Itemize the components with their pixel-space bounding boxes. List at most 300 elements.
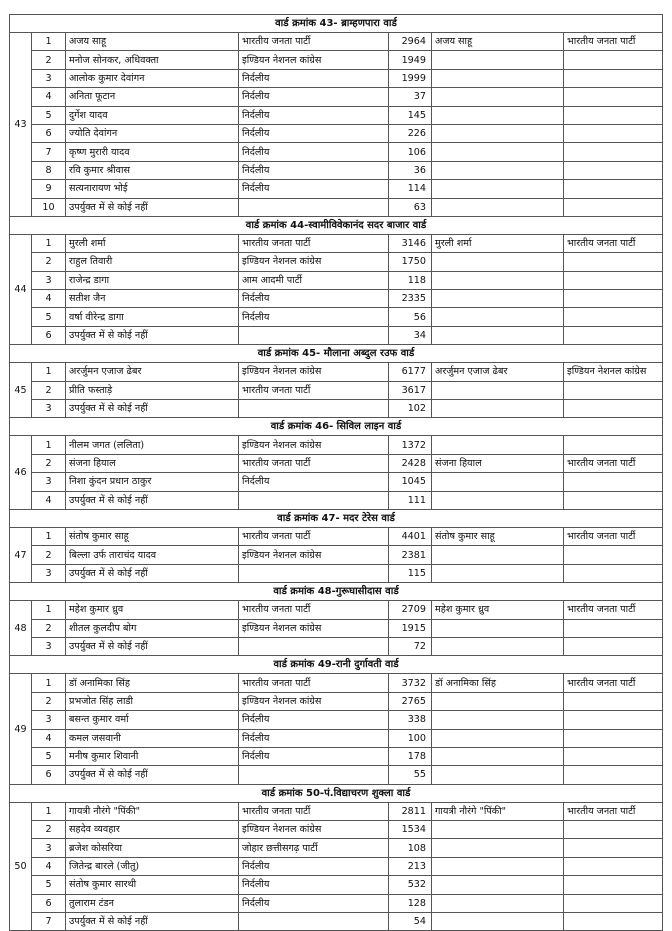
winner-party (564, 436, 663, 454)
candidate-party: इण्डियन नेशनल कांग्रेस (239, 546, 389, 564)
candidate-row (10, 766, 663, 784)
winner-name (432, 308, 564, 326)
winner-name: संतोष कुमार साहू (432, 527, 564, 545)
ward-header-row (10, 784, 663, 802)
candidate-name: कृष्ण मुरारी यादव (66, 143, 239, 161)
winner-name (432, 51, 564, 69)
vote-count: 106 (389, 143, 432, 161)
serial-number: 3 (32, 839, 66, 857)
winner-name (432, 198, 564, 216)
candidate-party: निर्दलीय (239, 473, 389, 491)
candidate-party: निर्दलीय (239, 308, 389, 326)
winner-party (564, 400, 663, 418)
candidate-name: रवि कुमार श्रीवास (66, 161, 239, 179)
winner-name: महेश कुमार ध्रुव (432, 601, 564, 619)
ward-header-row (10, 418, 663, 436)
candidate-row (10, 400, 663, 418)
winner-party (564, 198, 663, 216)
ward-number: 49 (10, 674, 32, 784)
candidate-party: इण्डियन नेशनल कांग्रेस (239, 363, 389, 381)
vote-count: 145 (389, 106, 432, 124)
ward-header-row (10, 345, 663, 363)
serial-number: 5 (32, 876, 66, 894)
winner-name (432, 564, 564, 582)
candidate-name: गायत्री नौरंगे "पिंकी" (66, 802, 239, 820)
candidate-name: जितेन्द्र बारले (जीतु) (66, 857, 239, 875)
winner-party (564, 88, 663, 106)
candidate-row (10, 839, 663, 857)
serial-number: 5 (32, 308, 66, 326)
candidate-row (10, 527, 663, 545)
winner-name: गायत्री नौरंगे "पिंकी" (432, 802, 564, 820)
vote-count: 34 (389, 326, 432, 344)
candidate-party: इण्डियन नेशनल कांग्रेस (239, 253, 389, 271)
winner-name (432, 88, 564, 106)
winner-name (432, 124, 564, 142)
vote-count: 2765 (389, 692, 432, 710)
vote-count: 213 (389, 857, 432, 875)
winner-party: इण्डियन नेशनल कांग्रेस (564, 363, 663, 381)
ward-header-row (10, 509, 663, 527)
candidate-party (239, 913, 389, 931)
candidate-row (10, 326, 663, 344)
winner-party (564, 69, 663, 87)
vote-count: 3146 (389, 234, 432, 252)
candidate-party (239, 564, 389, 582)
winner-party (564, 106, 663, 124)
candidate-row (10, 546, 663, 564)
candidate-name: तुलाराम टंडन (66, 894, 239, 912)
winner-name: मुरली शर्मा (432, 234, 564, 252)
winner-party (564, 766, 663, 784)
candidate-party: भारतीय जनता पार्टी (239, 454, 389, 472)
candidate-row (10, 473, 663, 491)
vote-count: 2964 (389, 33, 432, 51)
winner-party (564, 637, 663, 655)
ward-title: वार्ड क्रमांक 46- सिविल लाइन वार्ड (10, 418, 663, 436)
serial-number: 7 (32, 913, 66, 931)
vote-count: 2335 (389, 290, 432, 308)
ward-number: 45 (10, 363, 32, 418)
candidate-row (10, 711, 663, 729)
candidate-row (10, 88, 663, 106)
ward-number: 46 (10, 436, 32, 510)
winner-party (564, 308, 663, 326)
winner-party (564, 839, 663, 857)
winner-name (432, 747, 564, 765)
vote-count: 100 (389, 729, 432, 747)
winner-name (432, 271, 564, 289)
winner-party (564, 491, 663, 509)
candidate-name: उपर्युक्त में से कोई नहीं (66, 326, 239, 344)
candidate-party: निर्दलीय (239, 729, 389, 747)
serial-number: 3 (32, 271, 66, 289)
candidate-row (10, 619, 663, 637)
candidate-party: निर्दलीय (239, 747, 389, 765)
candidate-name: निशा कुंदन प्रधान ठाकुर (66, 473, 239, 491)
candidate-name: बसन्त कुमार वर्मा (66, 711, 239, 729)
winner-party (564, 473, 663, 491)
winner-name (432, 473, 564, 491)
winner-name (432, 839, 564, 857)
winner-party (564, 857, 663, 875)
candidate-row (10, 180, 663, 198)
candidate-party: निर्दलीय (239, 106, 389, 124)
candidate-name: ब्रजेश कोसरिया (66, 839, 239, 857)
ward-title: वार्ड क्रमांक 44-स्वामीविवेकानंद सदर बाजार वार्ड (10, 216, 663, 234)
vote-count: 128 (389, 894, 432, 912)
vote-count: 63 (389, 198, 432, 216)
vote-count: 114 (389, 180, 432, 198)
candidate-party (239, 400, 389, 418)
vote-count: 1949 (389, 51, 432, 69)
candidate-party: भारतीय जनता पार्टी (239, 674, 389, 692)
candidate-party: निर्दलीय (239, 124, 389, 142)
candidate-name: अनिता फूटान (66, 88, 239, 106)
candidate-name: संतोष कुमार साहू (66, 527, 239, 545)
winner-party (564, 253, 663, 271)
serial-number: 6 (32, 766, 66, 784)
serial-number: 4 (32, 491, 66, 509)
serial-number: 2 (32, 454, 66, 472)
candidate-party: जोहार छत्तीसगढ़ पार्टी (239, 839, 389, 857)
winner-party: भारतीय जनता पार्टी (564, 802, 663, 820)
candidate-party: निर्दलीय (239, 88, 389, 106)
vote-count: 2811 (389, 802, 432, 820)
vote-count: 1045 (389, 473, 432, 491)
winner-party (564, 729, 663, 747)
candidate-party: निर्दलीय (239, 711, 389, 729)
winner-party (564, 326, 663, 344)
serial-number: 3 (32, 69, 66, 87)
winner-name (432, 546, 564, 564)
winner-party (564, 821, 663, 839)
serial-number: 3 (32, 637, 66, 655)
candidate-party: भारतीय जनता पार्टी (239, 234, 389, 252)
serial-number: 1 (32, 33, 66, 51)
serial-number: 3 (32, 473, 66, 491)
winner-party (564, 381, 663, 399)
winner-name (432, 180, 564, 198)
candidate-name: ज्योति देवांगन (66, 124, 239, 142)
winner-name (432, 729, 564, 747)
winner-name (432, 253, 564, 271)
winner-party (564, 876, 663, 894)
candidate-name: शीतल कुलदीप बोग (66, 619, 239, 637)
candidate-row (10, 33, 663, 51)
candidate-name: राहुल तिवारी (66, 253, 239, 271)
candidate-row (10, 436, 663, 454)
winner-name (432, 876, 564, 894)
serial-number: 2 (32, 619, 66, 637)
vote-count: 115 (389, 564, 432, 582)
candidate-row (10, 271, 663, 289)
candidate-name: डॉ अनामिका सिंह (66, 674, 239, 692)
winner-name (432, 637, 564, 655)
candidate-party: भारतीय जनता पार्टी (239, 381, 389, 399)
serial-number: 1 (32, 802, 66, 820)
candidate-party: इण्डियन नेशनल कांग्रेस (239, 436, 389, 454)
winner-party (564, 747, 663, 765)
serial-number: 4 (32, 857, 66, 875)
ward-title: वार्ड क्रमांक 48-गुरूघासीदास वार्ड (10, 583, 663, 601)
winner-name: संजना हियाल (432, 454, 564, 472)
ward-title: वार्ड क्रमांक 49-रानी दुर्गावती वार्ड (10, 656, 663, 674)
candidate-party: इण्डियन नेशनल कांग्रेस (239, 692, 389, 710)
candidate-name: राजेन्द्र डागा (66, 271, 239, 289)
winner-party (564, 711, 663, 729)
winner-name (432, 326, 564, 344)
serial-number: 2 (32, 821, 66, 839)
candidate-row (10, 729, 663, 747)
candidate-row (10, 198, 663, 216)
candidate-party (239, 637, 389, 655)
serial-number: 2 (32, 692, 66, 710)
candidate-row (10, 234, 663, 252)
candidate-name: सहदेव व्यवहार (66, 821, 239, 839)
winner-name (432, 913, 564, 931)
vote-count: 532 (389, 876, 432, 894)
candidate-row (10, 913, 663, 931)
vote-count: 55 (389, 766, 432, 784)
candidate-row (10, 894, 663, 912)
candidate-row (10, 637, 663, 655)
candidate-party: निर्दलीय (239, 143, 389, 161)
winner-party (564, 546, 663, 564)
serial-number: 1 (32, 527, 66, 545)
serial-number: 4 (32, 88, 66, 106)
winner-party (564, 692, 663, 710)
vote-count: 338 (389, 711, 432, 729)
serial-number: 6 (32, 124, 66, 142)
vote-count: 1915 (389, 619, 432, 637)
vote-count: 1534 (389, 821, 432, 839)
serial-number: 8 (32, 161, 66, 179)
candidate-name: संजना हियाल (66, 454, 239, 472)
vote-count: 102 (389, 400, 432, 418)
candidate-row (10, 161, 663, 179)
winner-party (564, 143, 663, 161)
ward-title: वार्ड क्रमांक 43- ब्राम्हणपारा वार्ड (10, 15, 663, 33)
vote-count: 4401 (389, 527, 432, 545)
candidate-row (10, 857, 663, 875)
candidate-name: प्रभजोत सिंह लाडी (66, 692, 239, 710)
candidate-party: इण्डियन नेशनल कांग्रेस (239, 51, 389, 69)
winner-name: अजय साहू (432, 33, 564, 51)
candidate-party (239, 766, 389, 784)
candidate-name: नीलम जगत (ललिता) (66, 436, 239, 454)
candidate-name: महेश कुमार ध्रुव (66, 601, 239, 619)
ward-header-row (10, 656, 663, 674)
candidate-name: सत्यनारायण भोई (66, 180, 239, 198)
winner-party (564, 619, 663, 637)
serial-number: 2 (32, 546, 66, 564)
serial-number: 10 (32, 198, 66, 216)
serial-number: 9 (32, 180, 66, 198)
candidate-name: संतोष कुमार सारथी (66, 876, 239, 894)
serial-number: 7 (32, 143, 66, 161)
candidate-name: अजय साहू (66, 33, 239, 51)
candidate-party: निर्दलीय (239, 161, 389, 179)
serial-number: 3 (32, 400, 66, 418)
candidate-name: उपर्युक्त में से कोई नहीं (66, 198, 239, 216)
candidate-name: अरर्जुमन एजाज ढेबर (66, 363, 239, 381)
candidate-row (10, 747, 663, 765)
candidate-name: वर्षा वीरेन्द्र डागा (66, 308, 239, 326)
serial-number: 1 (32, 436, 66, 454)
candidate-name: आलोक कुमार देवांगन (66, 69, 239, 87)
candidate-row (10, 692, 663, 710)
candidate-party: आम आदमी पार्टी (239, 271, 389, 289)
vote-count: 56 (389, 308, 432, 326)
winner-name (432, 161, 564, 179)
winner-name (432, 436, 564, 454)
winner-name (432, 821, 564, 839)
winner-party: भारतीय जनता पार्टी (564, 33, 663, 51)
vote-count: 1372 (389, 436, 432, 454)
ward-title: वार्ड क्रमांक 50-पं.विद्याचरण शुक्ला वार्ड (10, 784, 663, 802)
winner-party (564, 894, 663, 912)
election-results-table (9, 14, 663, 931)
candidate-party (239, 198, 389, 216)
winner-name (432, 711, 564, 729)
candidate-name: उपर्युक्त में से कोई नहीं (66, 637, 239, 655)
candidate-party: निर्दलीय (239, 180, 389, 198)
vote-count: 118 (389, 271, 432, 289)
ward-header-row (10, 15, 663, 33)
candidate-name: उपर्युक्त में से कोई नहीं (66, 491, 239, 509)
serial-number: 1 (32, 601, 66, 619)
ward-number: 44 (10, 234, 32, 344)
candidate-row (10, 143, 663, 161)
ward-number: 48 (10, 601, 32, 656)
serial-number: 6 (32, 894, 66, 912)
ward-title: वार्ड क्रमांक 47- मदर टेरेस वार्ड (10, 509, 663, 527)
ward-number: 43 (10, 33, 32, 217)
vote-count: 226 (389, 124, 432, 142)
winner-name (432, 894, 564, 912)
candidate-party: भारतीय जनता पार्टी (239, 33, 389, 51)
winner-name (432, 400, 564, 418)
serial-number: 2 (32, 253, 66, 271)
candidate-name: उपर्युक्त में से कोई नहीं (66, 400, 239, 418)
ward-header-row (10, 583, 663, 601)
winner-party (564, 161, 663, 179)
winner-name (432, 619, 564, 637)
candidate-party: निर्दलीय (239, 876, 389, 894)
vote-count: 2428 (389, 454, 432, 472)
candidate-party: निर्दलीय (239, 894, 389, 912)
vote-count: 6177 (389, 363, 432, 381)
candidate-row (10, 821, 663, 839)
serial-number: 4 (32, 290, 66, 308)
winner-party (564, 180, 663, 198)
winner-party: भारतीय जनता पार्टी (564, 454, 663, 472)
candidate-row (10, 51, 663, 69)
vote-count: 2381 (389, 546, 432, 564)
winner-party (564, 913, 663, 931)
winner-name: अरर्जुमन एजाज ढेबर (432, 363, 564, 381)
winner-party: भारतीय जनता पार्टी (564, 674, 663, 692)
serial-number: 4 (32, 729, 66, 747)
candidate-row (10, 876, 663, 894)
candidate-row (10, 363, 663, 381)
vote-count: 3732 (389, 674, 432, 692)
winner-name (432, 491, 564, 509)
winner-party: भारतीय जनता पार्टी (564, 601, 663, 619)
candidate-row (10, 564, 663, 582)
candidate-row (10, 253, 663, 271)
candidate-row (10, 454, 663, 472)
vote-count: 1750 (389, 253, 432, 271)
winner-party: भारतीय जनता पार्टी (564, 234, 663, 252)
candidate-name: कमल जसवानी (66, 729, 239, 747)
winner-name (432, 766, 564, 784)
winner-party: भारतीय जनता पार्टी (564, 527, 663, 545)
candidate-row (10, 601, 663, 619)
winner-party (564, 564, 663, 582)
serial-number: 1 (32, 363, 66, 381)
candidate-name: बिल्ला उर्फ ताराचंद यादव (66, 546, 239, 564)
serial-number: 1 (32, 674, 66, 692)
candidate-party: इण्डियन नेशनल कांग्रेस (239, 619, 389, 637)
candidate-name: दुर्गेश यादव (66, 106, 239, 124)
candidate-name: प्रीति फस्ताड़े (66, 381, 239, 399)
winner-name (432, 381, 564, 399)
candidate-row (10, 106, 663, 124)
winner-party (564, 290, 663, 308)
vote-count: 54 (389, 913, 432, 931)
candidate-party (239, 491, 389, 509)
candidate-name: मनीष कुमार शिवानी (66, 747, 239, 765)
winner-name (432, 69, 564, 87)
winner-party (564, 124, 663, 142)
ward-number: 47 (10, 527, 32, 582)
candidate-party: भारतीय जनता पार्टी (239, 527, 389, 545)
serial-number: 2 (32, 51, 66, 69)
winner-name (432, 106, 564, 124)
ward-title: वार्ड क्रमांक 45- मौलाना अब्दुल रउफ वार्ड (10, 345, 663, 363)
vote-count: 37 (389, 88, 432, 106)
winner-party (564, 51, 663, 69)
winner-party (564, 271, 663, 289)
candidate-party: निर्दलीय (239, 857, 389, 875)
candidate-party (239, 326, 389, 344)
candidate-row (10, 290, 663, 308)
candidate-party: भारतीय जनता पार्टी (239, 802, 389, 820)
serial-number: 2 (32, 381, 66, 399)
serial-number: 6 (32, 326, 66, 344)
vote-count: 108 (389, 839, 432, 857)
vote-count: 72 (389, 637, 432, 655)
vote-count: 2709 (389, 601, 432, 619)
vote-count: 111 (389, 491, 432, 509)
candidate-row (10, 308, 663, 326)
winner-name: डॉ अनामिका सिंह (432, 674, 564, 692)
vote-count: 1999 (389, 69, 432, 87)
winner-name (432, 857, 564, 875)
candidate-row (10, 381, 663, 399)
candidate-row (10, 491, 663, 509)
candidate-name: उपर्युक्त में से कोई नहीं (66, 564, 239, 582)
serial-number: 5 (32, 747, 66, 765)
winner-name (432, 290, 564, 308)
candidate-name: मनोज सोनकर, अधिवक्ता (66, 51, 239, 69)
candidate-name: सतीश जैन (66, 290, 239, 308)
winner-name (432, 692, 564, 710)
candidate-name: उपर्युक्त में से कोई नहीं (66, 766, 239, 784)
candidate-name: उपर्युक्त में से कोई नहीं (66, 913, 239, 931)
